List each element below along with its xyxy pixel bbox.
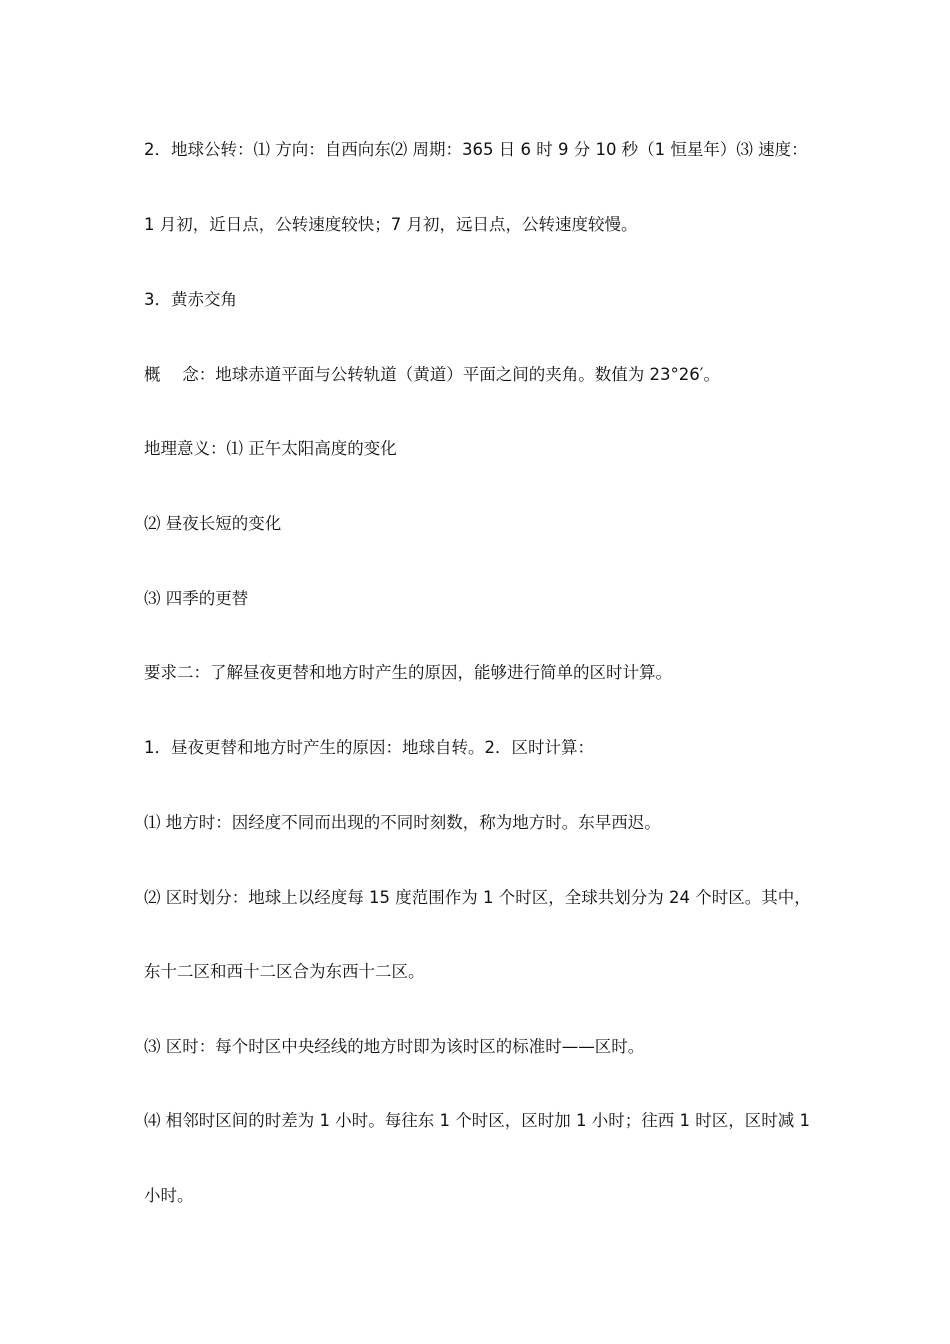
text-line-seasons: ⑶ 四季的更替 <box>144 589 249 608</box>
text-line-hour: 小时。 <box>144 1186 194 1205</box>
heading-obliquity: 3．黄赤交角 <box>144 290 237 309</box>
text-line-revolution-speed: 1 月初，近日点，公转速度较快；7 月初，远日点，公转速度较慢。 <box>144 215 638 234</box>
heading-requirement-two: 要求二：了解昼夜更替和地方时产生的原因，能够进行简单的区时计算。 <box>144 663 672 682</box>
text-line-zone-twelve: 东十二区和西十二区合为东西十二区。 <box>144 962 425 981</box>
text-line-local-time: ⑴ 地方时：因经度不同而出现的不同时刻数，称为地方时。东早西迟。 <box>144 813 661 832</box>
text-line-time-difference: ⑷ 相邻时区间的时差为 1 小时。每往东 1 个时区，区时加 1 小时；往西 1 时区，区时减 1 <box>144 1111 810 1130</box>
text-line-earth-revolution: 2．地球公转：⑴ 方向：自西向东⑵ 周期：365 日 6 时 9 分 10 秒（1 恒星年）⑶ 速度： <box>144 140 808 159</box>
text-line-zone-time: ⑶ 区时：每个时区中央经线的地方时即为该时区的标准时——区时。 <box>144 1037 645 1056</box>
text-line-rotation-cause: 1．昼夜更替和地方时产生的原因：地球自转。2．区时计算： <box>144 738 594 757</box>
text-line-day-length: ⑵ 昼夜长短的变化 <box>144 514 282 533</box>
text-line-time-zone-division: ⑵ 区时划分：地球上以经度每 15 度范围作为 1 个时区，全球共划分为 24 个时区。其中， <box>144 888 811 907</box>
text-line-obliquity-concept: 概 念：地球赤道平面与公转轨道（黄道）平面之间的夹角。数值为 23°26′。 <box>144 365 720 384</box>
text-line-geo-significance: 地理意义：⑴ 正午太阳高度的变化 <box>144 439 397 458</box>
